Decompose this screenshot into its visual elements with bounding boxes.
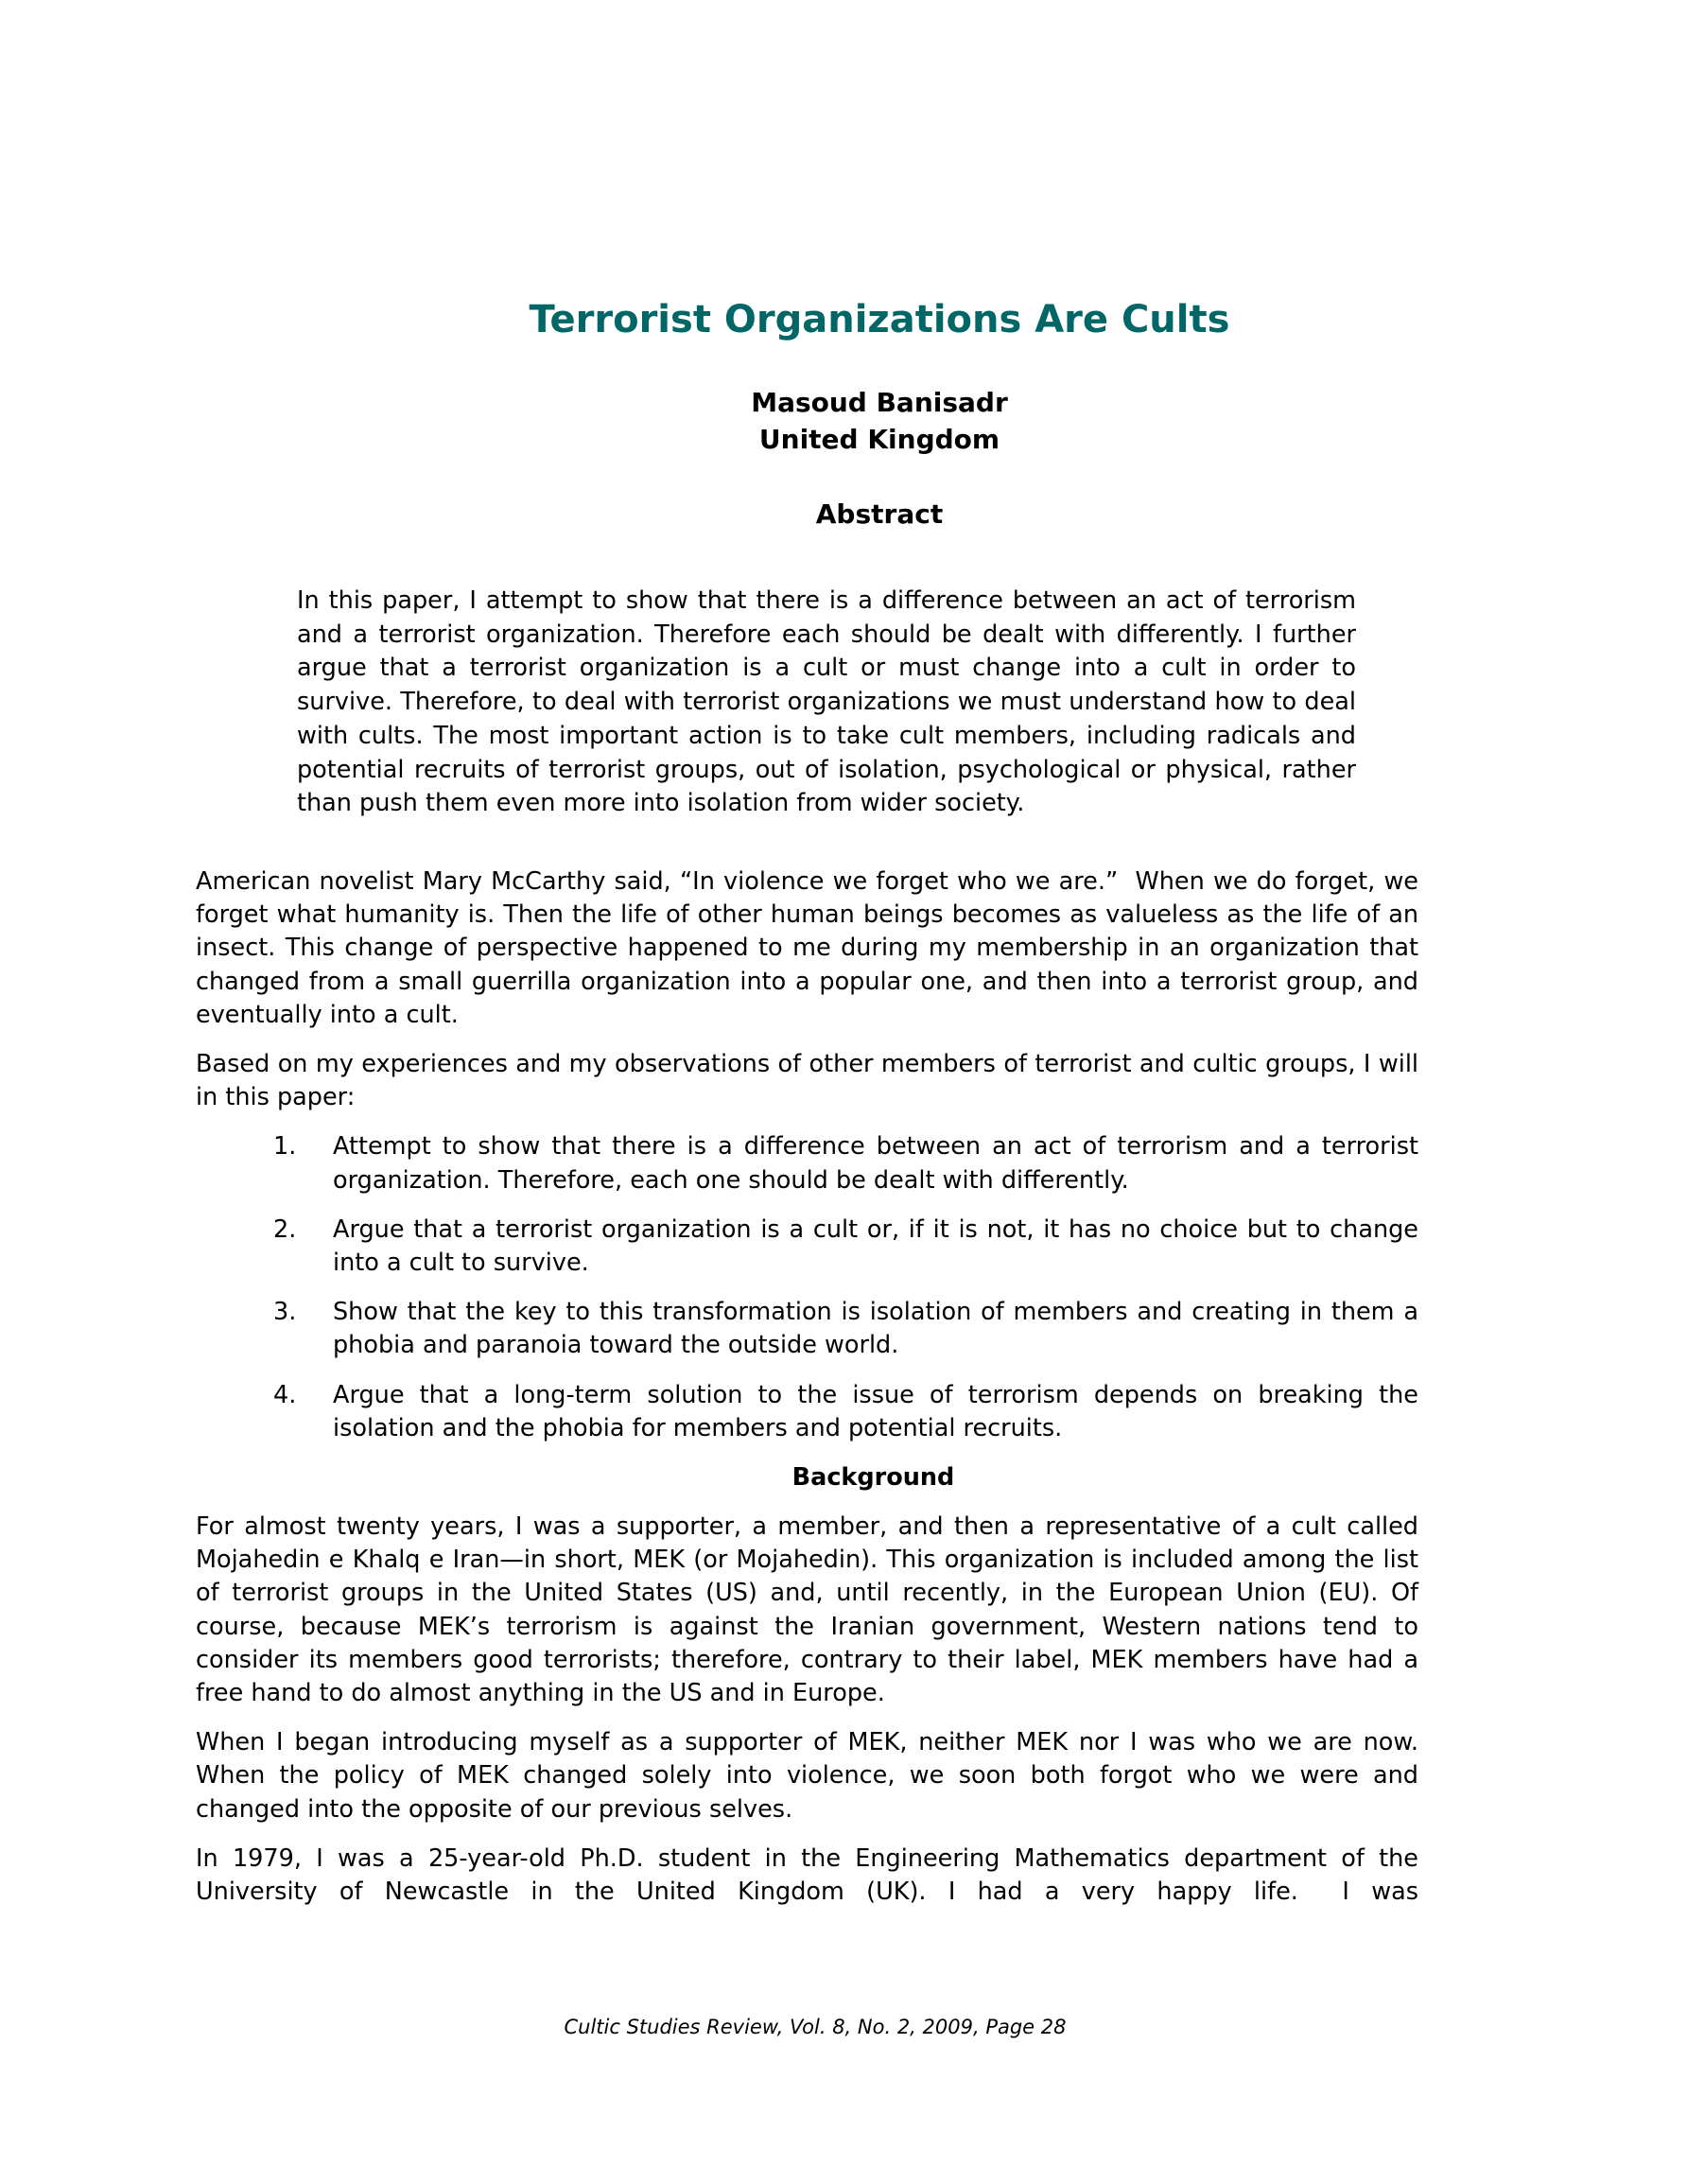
- list-item: [196, 1379, 1418, 1445]
- intro-paragraph: Based on my experiences and my observations of other members of terrorist and cultic groups, I will in this paper:: [196, 1050, 1418, 1112]
- author-name: Masoud Banisadr: [751, 387, 1008, 418]
- list-item-text: Argue that a terrorist organization is a cult or, if it is not, it has no choice but to change into a cult to survive.: [333, 1214, 1418, 1278]
- list-number: 4.: [273, 1380, 297, 1409]
- objectives-list: [196, 1130, 1418, 1445]
- background-paragraph: When I began introducing myself as a supporter of MEK, neither MEK nor I was who we are now. When the policy of MEK changed solely into violence, we soon both forgot who we were and changed into the opposite of our previous selves.: [196, 1728, 1418, 1824]
- page-footer: [0, 2013, 1687, 2041]
- abstract-text: In this paper, I attempt to show that there is a difference between an act of terrorism and a terrorist organization. Therefore each should be dealt with differently. I further argue that a terrorist organization is a cult or must change into a cult in order to survive. Therefore, to deal with terrorist organizations we must understand how to deal with cults. The most important action is to take cult members, including radicals and potential recruits of terrorist groups, out of isolation, psychological or physical, rather than push them even more into isolation from wider society.: [297, 586, 1356, 818]
- footer-citation: Cultic Studies Review, Vol. 8, No. 2, 2009, Page 28: [564, 2016, 1067, 2038]
- list-number: 2.: [273, 1214, 297, 1244]
- background-paragraph: For almost twenty years, I was a supporter, a member, and then a representative of a cult called Mojahedin e Khalq e Iran—in short, MEK (or Mojahedin). This organization is included among the list of terrorist groups in the United States (US) and, until recently, in the European Union (EU). Of course, because MEK’s terrorism is against the Iranian government, Western nations tend to consider its members good terrorists; therefore, contrary to their label, MEK members have had a free hand to do almost anything in the US and in Europe.: [196, 1512, 1418, 1708]
- list-number: 1.: [273, 1132, 297, 1162]
- list-item-text: Show that the key to this transformation is isolation of members and creating in them a phobia and paranoia toward the outside world.: [333, 1298, 1418, 1360]
- list-item-text: Attempt to show that there is a difference between an act of terrorism and a terrorist organization. Therefore, each one should be dealt with differently.: [333, 1132, 1418, 1195]
- background-paragraph: In 1979, I was a 25-year-old Ph.D. student in the Engineering Mathematics department of the University of Newcastle in the United Kingdom (UK). I had a very happy life. I was: [196, 1843, 1418, 1907]
- list-item-text: Argue that a long-term solution to the issue of terrorism depends on breaking the isolation and the phobia for members and potential recruits.: [333, 1380, 1418, 1442]
- author-affiliation: United Kingdom: [758, 424, 1000, 455]
- page-title: [0, 293, 1687, 346]
- section-heading-background: Background: [791, 1463, 955, 1493]
- list-item: [196, 1296, 1418, 1362]
- list-number: 3.: [273, 1298, 297, 1327]
- list-item: [196, 1130, 1418, 1197]
- title-text: Terrorist Organizations Are Cults: [529, 298, 1230, 341]
- list-item: [196, 1214, 1418, 1280]
- intro-paragraph: American novelist Mary McCarthy said, “In violence we forget who we are.” When we do forget, we forget what humanity is. Then the life of other human beings becomes as valueless as the life of an insect. This change of perspective happened to me during my membership in an organization that changed from a small guerrilla organization into a popular one, and then into a terrorist group, and eventually into a cult.: [196, 867, 1418, 1029]
- author-block: [0, 384, 1687, 458]
- abstract-heading: Abstract: [815, 498, 944, 530]
- body-text: [196, 865, 1418, 1925]
